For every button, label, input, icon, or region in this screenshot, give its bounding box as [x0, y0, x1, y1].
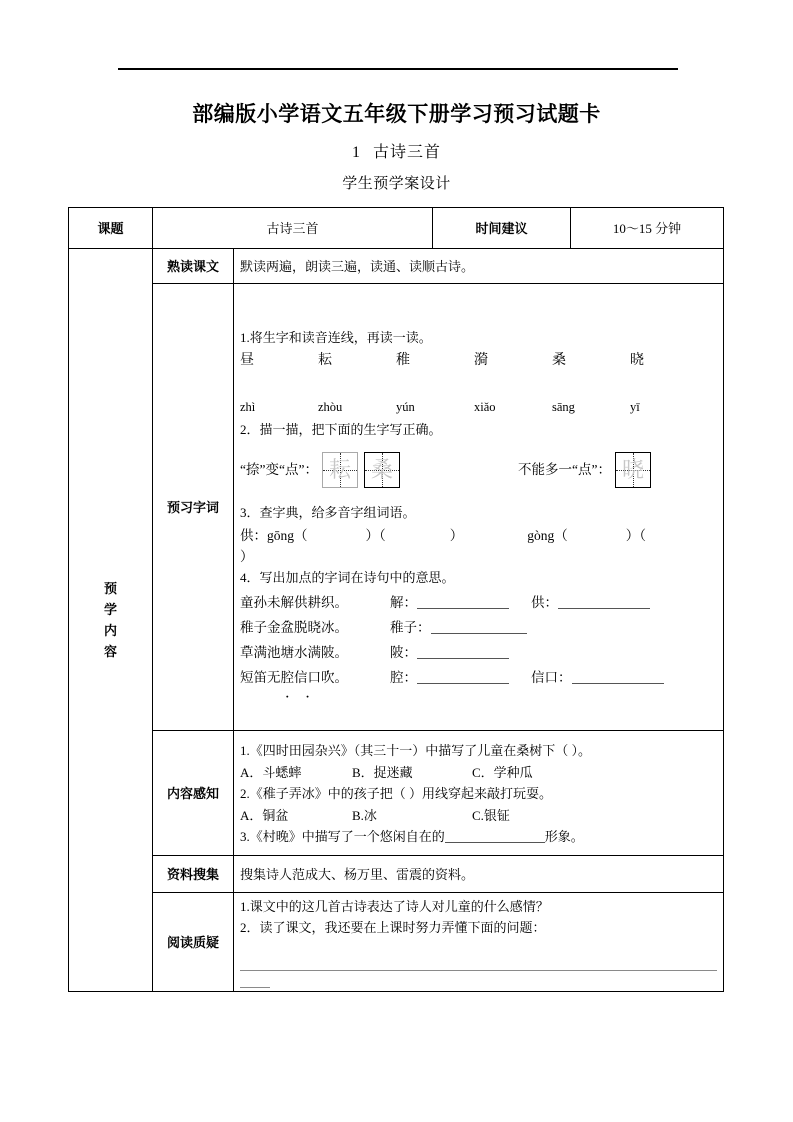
meaning-answer-1a[interactable] — [390, 592, 509, 613]
meaning-answer-2a[interactable] — [390, 617, 527, 638]
poem-3-post: 。 — [334, 644, 348, 660]
character-row — [240, 350, 717, 371]
poem-3-pre: 草满池塘水满 — [240, 644, 321, 660]
meaning-row-3 — [240, 642, 717, 663]
answer-line-short[interactable] — [240, 971, 270, 988]
title-block — [0, 100, 793, 196]
trace-char-yun: 耘 — [328, 456, 351, 482]
poem-4-dot2: 信口 — [294, 669, 321, 685]
meaning-label-3a: 陂： — [390, 644, 417, 660]
doubts-q1: 1.课文中的这几首古诗表达了诗人对儿童的什么感情？ — [240, 899, 549, 914]
polyphone-gong4-mid: ）（ — [625, 527, 646, 543]
table-row-materials — [69, 856, 724, 893]
materials-label: 资料搜集 — [153, 856, 234, 893]
vocab-q4: 4．写出加点的字词在诗句中的意思。 — [240, 569, 455, 585]
meaning-label-4b: 信口： — [531, 669, 572, 685]
prelearn-content-label — [69, 249, 153, 992]
character-4: 漪 — [474, 352, 488, 368]
time-label: 时间建议 — [433, 208, 571, 249]
vocab-q2: 2．描一描，把下面的生字写正确。 — [240, 421, 442, 437]
poem-3-dot1: 陂 — [321, 644, 335, 660]
topic-value: 古诗三首 — [153, 208, 433, 249]
poem-line-2 — [240, 617, 390, 638]
meaning-blank-4b[interactable] — [572, 669, 664, 684]
prelearn-char-4: 容 — [103, 644, 117, 659]
polyphone-gong-mid: ）（ — [365, 527, 386, 543]
perception-q3-blank[interactable] — [445, 828, 545, 843]
perception-q2: 2.《稚子弄冰》中的孩子把（ ）用线穿起来敲打玩耍。 — [240, 785, 553, 801]
prelearning-table — [68, 207, 724, 992]
poem-2-post: 金盆脱晓冰。 — [267, 619, 348, 635]
option-q2-c[interactable]: C.银钲 — [472, 807, 510, 823]
page-subtitle: 学生预学案设计 — [342, 176, 451, 192]
poem-2-dot1: 稚 — [240, 619, 254, 635]
prelearn-char-3: 内 — [103, 623, 117, 638]
meaning-label-4a: 腔： — [390, 669, 417, 685]
materials-text: 搜集诗人范成大、杨万里、雷震的资料。 — [234, 856, 724, 893]
option-q2-a[interactable]: A．铜盆 — [240, 807, 289, 823]
polyphone-char: 供： — [240, 527, 267, 543]
meaning-row-2 — [240, 617, 717, 638]
table-row-perception — [69, 731, 724, 856]
pinyin-row — [240, 397, 717, 418]
prelearn-char-2: 学 — [103, 602, 117, 617]
page-title: 部编版小学语文五年级下册学习预习试题卡 — [192, 103, 601, 126]
tianzige-box-xiao — [615, 452, 651, 488]
poem-2-dot2: 子 — [253, 619, 267, 635]
table-row-vocabulary — [69, 284, 724, 731]
perception-q3 — [240, 826, 717, 847]
character-2: 耘 — [318, 352, 332, 368]
vocabulary-label: 预习字词 — [153, 284, 234, 731]
option-q1-c[interactable]: C．学种瓜 — [472, 764, 533, 780]
doubts-q2: 2．读了课文，我还要在上课时努力弄懂下面的问题： — [240, 920, 546, 935]
character-6: 晓 — [630, 352, 644, 368]
meaning-label-1a: 解： — [390, 594, 417, 610]
poem-1-post: 耕织。 — [307, 594, 348, 610]
perception-q1-options — [240, 762, 717, 783]
lesson-heading — [0, 138, 793, 168]
lesson-number: 1 — [351, 144, 361, 161]
polyphone-gong4: gòng（ — [527, 527, 568, 543]
polyphone-gong: gōng（ — [267, 527, 308, 543]
pinyin-3: yún — [396, 399, 415, 414]
trace-lead-1: “捺”变“点”： — [240, 462, 318, 477]
perception-q2-options — [240, 805, 717, 826]
poem-line-1 — [240, 592, 390, 613]
option-q1-a[interactable]: A．斗蟋蟀 — [240, 764, 302, 780]
poem-line-4 — [240, 667, 390, 688]
table-row-read-aloud — [69, 249, 724, 284]
character-3: 稚 — [396, 352, 410, 368]
pinyin-4: xiǎo — [474, 399, 496, 414]
header-divider — [118, 68, 678, 70]
tracing-exercise-row — [240, 452, 717, 488]
doubts-body — [234, 893, 724, 992]
time-value: 10～15 分钟 — [571, 208, 724, 249]
meaning-answer-3a[interactable] — [390, 642, 509, 663]
topic-label: 课题 — [69, 208, 153, 249]
meaning-label-1b: 供： — [531, 594, 558, 610]
read-aloud-label: 熟读课文 — [153, 249, 234, 284]
vocabulary-body — [234, 284, 724, 731]
read-aloud-text: 默读两遍，朗读三遍，读通、读顺古诗。 — [234, 249, 724, 284]
meaning-row-1 — [240, 592, 717, 613]
pinyin-5: sāng — [552, 399, 575, 414]
poem-4-post: 吹。 — [321, 669, 348, 685]
tianzige-box-yun — [322, 452, 358, 488]
vocab-q1: 1.将生字和读音连线，再读一读。 — [240, 329, 432, 345]
poem-1-dot2: 供 — [294, 594, 308, 610]
trace-char-xiao: 晓 — [621, 456, 644, 482]
perception-q3-post: 形象。 — [544, 828, 584, 844]
lesson-name: 古诗三首 — [372, 144, 441, 161]
answer-line-full[interactable] — [240, 948, 717, 971]
poem-1-pre: 童孙未 — [240, 594, 281, 610]
perception-label: 内容感知 — [153, 731, 234, 856]
table-row-topic — [69, 208, 724, 249]
pinyin-1: zhì — [240, 399, 256, 414]
table-row-doubts — [69, 893, 724, 992]
poem-1-dot1: 解 — [280, 594, 294, 610]
meaning-answer-4b[interactable] — [531, 667, 664, 688]
prelearn-char-1: 预 — [103, 581, 117, 596]
meaning-blank-1b[interactable] — [558, 594, 650, 609]
meaning-row-4 — [240, 667, 717, 688]
poem-4-pre: 短笛无 — [240, 669, 281, 685]
poem-4-dot1: 腔 — [280, 669, 294, 685]
perception-body — [234, 731, 724, 856]
perception-q3-pre: 3.《村晚》中描写了一个悠闲自在的 — [240, 828, 445, 844]
polyphone-gong-end: ） — [449, 527, 464, 543]
character-1: 昼 — [240, 352, 254, 368]
meaning-blank-4a[interactable] — [417, 669, 509, 684]
doubts-label: 阅读质疑 — [153, 893, 234, 992]
meaning-blank-1a[interactable] — [417, 594, 509, 609]
meaning-blank-3a[interactable] — [417, 644, 509, 659]
option-q2-b[interactable]: B.冰 — [352, 807, 377, 823]
pinyin-2: zhòu — [318, 399, 343, 414]
option-q1-b[interactable]: B．捉迷藏 — [352, 764, 413, 780]
character-5: 桑 — [552, 352, 566, 368]
vocab-q3: 3．查字典，给多音字组词语。 — [240, 504, 416, 520]
perception-q1: 1.《四时田园杂兴》（其三十一）中描写了儿童在桑树下（ ）。 — [240, 742, 592, 758]
meaning-label-2a: 稚子： — [390, 619, 431, 635]
polyphone-row — [240, 525, 717, 567]
trace-lead-2: 不能多一“点”： — [517, 462, 611, 477]
tianzige-box-sang — [364, 452, 400, 488]
trace-char-sang: 桑 — [370, 456, 393, 482]
pinyin-6: yī — [630, 399, 640, 414]
meaning-answer-1b[interactable] — [531, 592, 650, 613]
polyphone-gong4-end: ） — [240, 548, 254, 564]
meaning-answer-4a[interactable] — [390, 667, 509, 688]
meaning-blank-2a[interactable] — [431, 619, 527, 634]
